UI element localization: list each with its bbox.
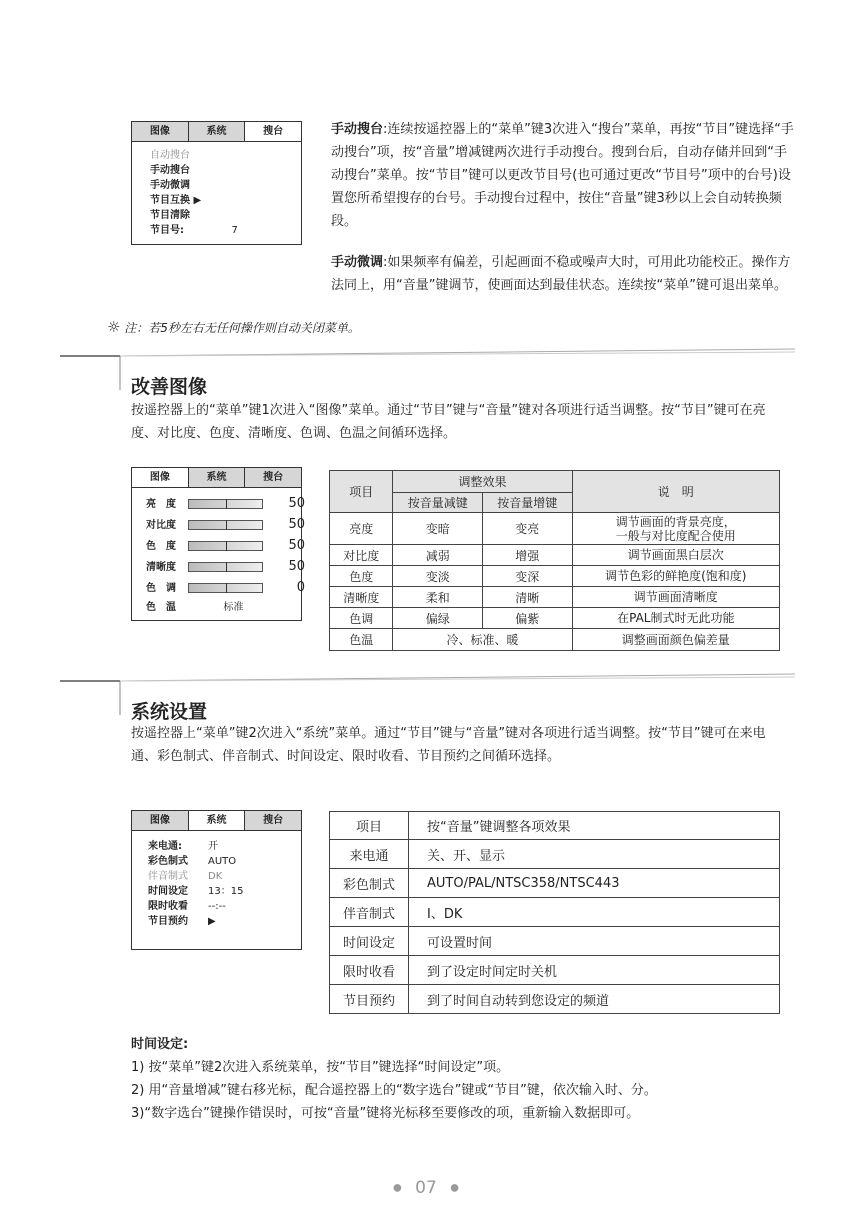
note-text: 注：若5秒左右无任何操作则自动关闭菜单。	[124, 321, 360, 335]
table-row	[330, 898, 780, 927]
table-row	[330, 566, 780, 587]
cell-item: 限时收看	[330, 956, 409, 985]
cell-dec: 减弱	[393, 545, 483, 566]
system-item-value: 开	[208, 841, 218, 852]
table-row	[330, 587, 780, 608]
channel-label: 节目号:	[150, 225, 184, 236]
system-item-label: 节目预约	[148, 916, 188, 927]
tab-image[interactable]: 图像	[132, 468, 189, 487]
menu-item-channel[interactable]	[150, 223, 301, 238]
cell-item: 对比度	[330, 545, 393, 566]
tab-search[interactable]: 搜台	[245, 122, 301, 141]
menu-tabs	[132, 122, 301, 142]
cell-item: 色温	[330, 629, 393, 651]
cell-desc: 调节色彩的鲜艳度(饱和度)	[572, 566, 779, 587]
search-menu-box	[131, 121, 302, 245]
table-row	[330, 608, 780, 629]
cell-desc: 可设置时间	[409, 927, 780, 956]
th-effect: 调整效果	[393, 471, 572, 493]
color-temp-value: 标准	[223, 602, 244, 613]
tab-system[interactable]: 系统	[189, 122, 246, 141]
fine-tune-paragraph	[331, 251, 797, 297]
image-adjust-table	[329, 470, 780, 651]
cell-dec: 变淡	[393, 566, 483, 587]
slider-marker	[226, 583, 227, 593]
menu-item-system[interactable]	[148, 854, 301, 869]
color-temp-label: 色 温	[146, 602, 176, 613]
cell-inc: 偏紫	[483, 608, 573, 629]
time-setting-step: 2) 用“音量增减”键右移光标，配合遥控器上的“数字选台”键或“节目”键，依次输入时、分。	[131, 1083, 657, 1098]
cell-inc: 变亮	[483, 513, 573, 545]
fine-tune-text: :如果频率有偏差，引起画面不稳或噪声大时，可用此功能校正。操作方法同上，用“音量”键调节，使画面达到最佳状态。连续按“菜单”键可退出菜单。	[331, 255, 791, 293]
cell-desc: 调节画面清晰度	[572, 587, 779, 608]
table-row	[330, 513, 780, 545]
slider-label: 色 度	[146, 541, 176, 552]
system-item-label: 彩色制式	[148, 856, 188, 867]
slider-marker	[226, 520, 227, 530]
cell-effect: 冷、标准、暖	[393, 629, 572, 651]
system-menu-box	[131, 810, 302, 950]
cell-inc: 清晰	[483, 587, 573, 608]
cell-dec: 变暗	[393, 513, 483, 545]
cell-item: 亮度	[330, 513, 393, 545]
system-item-label: 时间设定	[148, 886, 188, 897]
menu-item-system[interactable]	[148, 839, 301, 854]
slider-value: 50	[288, 559, 305, 574]
menu-item-slider[interactable]	[146, 578, 305, 599]
cell-item: 时间设定	[330, 927, 409, 956]
th-item: 项目	[330, 812, 409, 840]
time-setting-step: 1) 按“菜单”键2次进入系统菜单，按“节目”键选择“时间设定”项。	[131, 1060, 510, 1075]
cell-item: 色度	[330, 566, 393, 587]
section-title-system: 系统设置	[131, 701, 208, 723]
system-item-value: 13：15	[208, 886, 244, 897]
th-desc: 按“音量”键调整各项效果	[409, 812, 780, 840]
tab-image[interactable]: 图像	[132, 122, 189, 141]
cell-desc: 到了设定时间定时关机	[409, 956, 780, 985]
tab-system[interactable]: 系统	[189, 811, 246, 830]
menu-item-color-temp[interactable]	[132, 599, 301, 616]
th-desc: 说 明	[572, 471, 779, 513]
slider-bar[interactable]	[188, 499, 263, 509]
slider-label: 对比度	[146, 520, 176, 531]
channel-value: 7	[231, 225, 238, 236]
time-setting-block	[131, 1033, 791, 1125]
cell-inc: 增强	[483, 545, 573, 566]
cell-inc: 变深	[483, 566, 573, 587]
fine-tune-title: 手动微调	[331, 255, 384, 270]
menu-tabs	[132, 811, 301, 831]
slider-marker	[226, 562, 227, 572]
th-dec: 按音量减键	[393, 493, 483, 513]
menu-item-system[interactable]	[148, 899, 301, 914]
section-title-image: 改善图像	[131, 376, 208, 398]
table-row	[330, 956, 780, 985]
manual-search-paragraph	[331, 118, 797, 233]
menu-item-fine-tune[interactable]: 手动微调	[150, 180, 190, 191]
manual-search-text: :连续按遥控器上的“菜单”键3次进入“搜台”菜单，再按“节目”键选择“手动搜台”项，按“音量”增减键两次进行手动搜台。搜到台后，自动存储并回到“手动搜台”菜单。按“节目”键可以更改节目号(也可通过更改“节目号”项中的台号)设置您所希望搜存的台号。手动搜台过程中，按住“音量”键3秒以上会自动转换频段。	[331, 122, 794, 229]
table-row	[330, 869, 780, 898]
cell-dec: 偏绿	[393, 608, 483, 629]
system-item-value: ▶	[208, 916, 216, 927]
table-row	[330, 629, 780, 651]
cell-item: 色调	[330, 608, 393, 629]
system-item-value: DK	[208, 871, 223, 882]
section-intro-system: 按遥控器上“菜单”键2次进入“系统”菜单。通过“节目”键与“音量”键对各项进行适当调整。按“节目”键可在来电通、彩色制式、伴音制式、时间设定、限时收看、节目预约之间循环选择。	[131, 726, 766, 764]
slider-bar[interactable]	[188, 562, 263, 572]
cell-desc: 调节画面的背景亮度， 一般与对比度配合使用	[572, 513, 779, 545]
page-number: ● 07 ●	[393, 1178, 459, 1198]
slider-value: 50	[288, 496, 305, 511]
cell-item: 节目预约	[330, 985, 409, 1014]
slider-marker	[226, 499, 227, 509]
cell-dec: 柔和	[393, 587, 483, 608]
cell-item: 伴音制式	[330, 898, 409, 927]
slider-label: 清晰度	[146, 562, 176, 573]
tab-search[interactable]: 搜台	[245, 811, 301, 830]
menu-item-auto-search[interactable]: 自动搜台	[150, 150, 190, 161]
slider-bar[interactable]	[188, 541, 263, 551]
slider-bar[interactable]	[188, 520, 263, 530]
table-row	[330, 985, 780, 1014]
cell-desc: 到了时间自动转到您设定的频道	[409, 985, 780, 1014]
cell-item: 清晰度	[330, 587, 393, 608]
system-item-label: 来电通:	[148, 841, 182, 852]
th-item: 项目	[330, 471, 393, 513]
time-setting-step: 3)“数字选台”键操作错误时，可按“音量”键将光标移至要修改的项，重新输入数据即可。	[131, 1106, 640, 1121]
menu-item-slider[interactable]	[146, 494, 305, 515]
table-row	[330, 840, 780, 869]
cell-item: 彩色制式	[330, 869, 409, 898]
cell-desc: I、DK	[409, 898, 780, 927]
table-row	[330, 545, 780, 566]
menu-item-swap[interactable]: 节目互换 ▶	[150, 195, 202, 206]
cell-desc: AUTO/PAL/NTSC358/NTSC443	[409, 869, 780, 898]
system-settings-table	[329, 811, 780, 1014]
menu-item-clear[interactable]: 节目清除	[150, 210, 190, 221]
page-number-text: 07	[415, 1178, 437, 1198]
slider-bar[interactable]	[188, 583, 263, 593]
menu-item-system[interactable]	[148, 884, 301, 899]
system-item-label: 限时收看	[148, 901, 188, 912]
section-intro-image: 按遥控器上的“菜单”键1次进入“图像”菜单。通过“节目”键与“音量”键对各项进行适当调整。按“节目”键可在亮度、对比度、色度、清晰度、色调、色温之间循环选择。	[131, 403, 766, 441]
menu-item-slider[interactable]	[146, 536, 305, 557]
note-line	[107, 318, 360, 336]
menu-item-slider[interactable]	[146, 515, 305, 536]
system-item-label: 伴音制式	[148, 871, 188, 882]
slider-value: 0	[296, 580, 305, 595]
cell-desc: 调节画面黑白层次	[572, 545, 779, 566]
slider-label: 亮 度	[146, 499, 176, 510]
slider-value: 50	[288, 517, 305, 532]
cell-item: 来电通	[330, 840, 409, 869]
table-row	[330, 927, 780, 956]
cell-desc: 关、开、显示	[409, 840, 780, 869]
image-menu-box	[131, 467, 305, 621]
menu-item-system[interactable]	[148, 869, 301, 884]
menu-item-system[interactable]	[148, 914, 301, 929]
cell-desc: 在PAL制式时无此功能	[572, 608, 779, 629]
slider-marker	[226, 541, 227, 551]
time-setting-title: 时间设定:	[131, 1037, 189, 1052]
cell-desc: 调整画面颜色偏差量	[572, 629, 779, 651]
slider-value: 50	[288, 538, 305, 553]
system-item-value: --:--	[208, 901, 226, 912]
lightbulb-icon: ☼	[107, 318, 121, 336]
tab-search[interactable]: 搜台	[245, 468, 301, 487]
slider-label: 色 调	[146, 583, 176, 594]
th-inc: 按音量增键	[483, 493, 573, 513]
menu-item-slider[interactable]	[146, 557, 305, 578]
menu-tabs	[132, 468, 301, 488]
tab-system[interactable]: 系统	[189, 468, 246, 487]
tab-image[interactable]: 图像	[132, 811, 189, 830]
manual-search-title: 手动搜台	[331, 122, 384, 137]
menu-item-manual-search[interactable]: 手动搜台	[150, 165, 190, 176]
system-item-value: AUTO	[208, 856, 237, 867]
